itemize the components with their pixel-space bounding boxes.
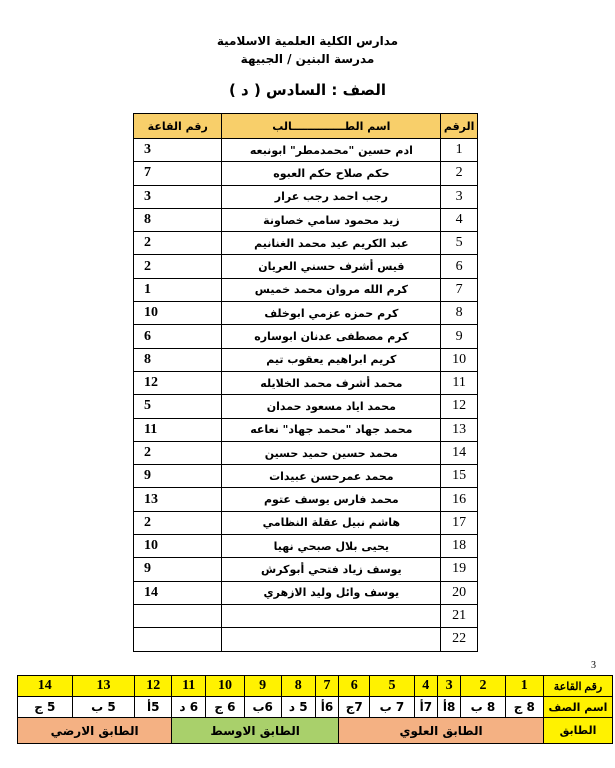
student-name: محمد جهاد "محمد جهاد" نعاعه — [222, 418, 441, 441]
column-header-room: رقم القاعة — [134, 114, 222, 139]
legend-class-label: اسم الصف — [544, 697, 613, 718]
legend-class-cell: 5 د — [281, 697, 315, 718]
row-number: 4 — [441, 208, 478, 231]
table-row — [134, 162, 478, 185]
row-number: 9 — [441, 325, 478, 348]
table-row — [134, 628, 478, 651]
legend-room-cell: 13 — [72, 676, 135, 697]
student-name: ادم حسين "محمدمطر" ابونبعه — [222, 139, 441, 162]
room-number: 9 — [134, 558, 222, 581]
student-name: قيس أشرف حسني العريان — [222, 255, 441, 278]
row-number: 11 — [441, 371, 478, 394]
legend-class-cell: 6ب — [244, 697, 281, 718]
room-number: 8 — [134, 348, 222, 371]
row-number: 22 — [441, 628, 478, 651]
student-name — [222, 628, 441, 651]
row-number: 19 — [441, 558, 478, 581]
table-row — [134, 139, 478, 162]
legend-room-cell: 1 — [505, 676, 543, 697]
room-number: 2 — [134, 255, 222, 278]
legend-floor-cell: الطابق العلوي — [339, 718, 544, 744]
row-number: 8 — [441, 302, 478, 325]
table-row — [134, 418, 478, 441]
students-table — [133, 113, 478, 652]
legend-class-cell: 7ج — [339, 697, 370, 718]
legend-class-cell: 8أ — [437, 697, 460, 718]
room-number: 11 — [134, 418, 222, 441]
school-branch: مدرسة البنين / الجبيهة — [240, 52, 375, 66]
row-number: 18 — [441, 535, 478, 558]
row-number: 5 — [441, 232, 478, 255]
room-number: 5 — [134, 395, 222, 418]
room-number: 3 — [134, 185, 222, 208]
table-row — [134, 581, 478, 604]
column-header-number: الرقم — [441, 114, 478, 139]
legend-rooms-row — [18, 676, 613, 697]
row-number: 7 — [441, 278, 478, 301]
room-number: 2 — [134, 511, 222, 534]
student-name: زيد محمود سامي خصاونة — [222, 208, 441, 231]
row-number: 12 — [441, 395, 478, 418]
student-name: كرم مصطفى عدنان ابوساره — [222, 325, 441, 348]
student-name: محمد اياد مسعود حمدان — [222, 395, 441, 418]
row-number: 20 — [441, 581, 478, 604]
table-row — [134, 511, 478, 534]
room-number: 8 — [134, 208, 222, 231]
legend-room-cell: 14 — [18, 676, 73, 697]
table-row — [134, 371, 478, 394]
student-name: محمد حسين حميد حسين — [222, 441, 441, 464]
legend-room-cell: 4 — [414, 676, 437, 697]
student-name: كريم ابراهيم يعقوب تيم — [222, 348, 441, 371]
school-name: مدارس الكلية العلمية الاسلامية — [216, 34, 399, 48]
student-name: يوسف زياد فتحي أبوكرش — [222, 558, 441, 581]
student-name: هاشم نبيل عقلة النظامي — [222, 511, 441, 534]
student-name: محمد عمرحسن عبيدات — [222, 465, 441, 488]
legend-class-cell: 5أ — [135, 697, 172, 718]
row-number: 3 — [441, 185, 478, 208]
legend-class-cell: 5 ب — [72, 697, 135, 718]
row-number: 16 — [441, 488, 478, 511]
table-row — [134, 395, 478, 418]
legend-floor-cell: الطابق الاوسط — [172, 718, 339, 744]
table-row — [134, 278, 478, 301]
legend-class-cell: 7أ — [414, 697, 437, 718]
row-number: 1 — [441, 139, 478, 162]
room-number: 1 — [134, 278, 222, 301]
student-name: حكم صلاح حكم العبوه — [222, 162, 441, 185]
room-number: 2 — [134, 232, 222, 255]
student-name: محمد أشرف محمد الخلايله — [222, 371, 441, 394]
row-number: 6 — [441, 255, 478, 278]
legend-class-cell: 8 ب — [461, 697, 505, 718]
legend-class-cell: 6 د — [172, 697, 206, 718]
room-number: 3 — [134, 139, 222, 162]
table-row — [134, 465, 478, 488]
legend-room-cell: 10 — [206, 676, 244, 697]
table-row — [134, 302, 478, 325]
legend-class-cell: 5 ج — [18, 697, 73, 718]
table-row — [134, 558, 478, 581]
legend-room-cell: 8 — [281, 676, 315, 697]
page-number: 3 — [591, 660, 596, 671]
table-row — [134, 208, 478, 231]
room-number: 7 — [134, 162, 222, 185]
legend-class-cell: 8 ج — [505, 697, 543, 718]
legend-floor-cell: الطابق الارضي — [18, 718, 172, 744]
table-row — [134, 185, 478, 208]
row-number: 21 — [441, 604, 478, 627]
legend-room-cell: 12 — [135, 676, 172, 697]
row-number: 14 — [441, 441, 478, 464]
row-number: 17 — [441, 511, 478, 534]
row-number: 15 — [441, 465, 478, 488]
room-number: 12 — [134, 371, 222, 394]
legend-class-cell: 7 ب — [370, 697, 414, 718]
room-number: 2 — [134, 441, 222, 464]
room-number: 10 — [134, 302, 222, 325]
row-number: 2 — [441, 162, 478, 185]
table-row — [134, 348, 478, 371]
legend-room-cell: 5 — [370, 676, 414, 697]
table-row — [134, 255, 478, 278]
column-header-name: اسم الطــــــــــــــالب — [222, 114, 441, 139]
table-row — [134, 535, 478, 558]
legend-room-cell: 2 — [461, 676, 505, 697]
legend-room-cell: 9 — [244, 676, 281, 697]
room-number — [134, 628, 222, 651]
room-number — [134, 604, 222, 627]
students-table-body — [134, 139, 478, 652]
table-row — [134, 325, 478, 348]
legend-room-cell: 3 — [437, 676, 460, 697]
student-name: كرم حمزه عزمي ابوخلف — [222, 302, 441, 325]
room-legend-table — [17, 675, 613, 744]
student-name: رجب احمد رجب عرار — [222, 185, 441, 208]
table-row — [134, 488, 478, 511]
room-number: 13 — [134, 488, 222, 511]
row-number: 10 — [441, 348, 478, 371]
table-header-row — [134, 114, 478, 139]
room-number: 9 — [134, 465, 222, 488]
legend-floors-row — [18, 718, 613, 744]
row-number: 13 — [441, 418, 478, 441]
table-row — [134, 441, 478, 464]
legend-floor-label: الطابق — [544, 718, 613, 744]
legend-classes-row — [18, 697, 613, 718]
student-name: يحيى بلال صبحي نهيا — [222, 535, 441, 558]
class-title: الصف : السادس ( د ) — [228, 81, 386, 99]
student-name: عبد الكريم عيد محمد الغنانيم — [222, 232, 441, 255]
legend-room-label: رقم القاعة — [544, 676, 613, 697]
legend-class-cell: 6 ج — [206, 697, 244, 718]
legend-class-cell: 6أ — [315, 697, 338, 718]
table-row — [134, 604, 478, 627]
legend-room-cell: 11 — [172, 676, 206, 697]
student-name — [222, 604, 441, 627]
table-row — [134, 232, 478, 255]
room-number: 14 — [134, 581, 222, 604]
legend-room-cell: 7 — [315, 676, 338, 697]
student-name: يوسف وائل وليد الازهري — [222, 581, 441, 604]
room-number: 10 — [134, 535, 222, 558]
legend-room-cell: 6 — [339, 676, 370, 697]
student-name: محمد فارس يوسف عتوم — [222, 488, 441, 511]
student-name: كرم الله مروان محمد خميس — [222, 278, 441, 301]
room-number: 6 — [134, 325, 222, 348]
